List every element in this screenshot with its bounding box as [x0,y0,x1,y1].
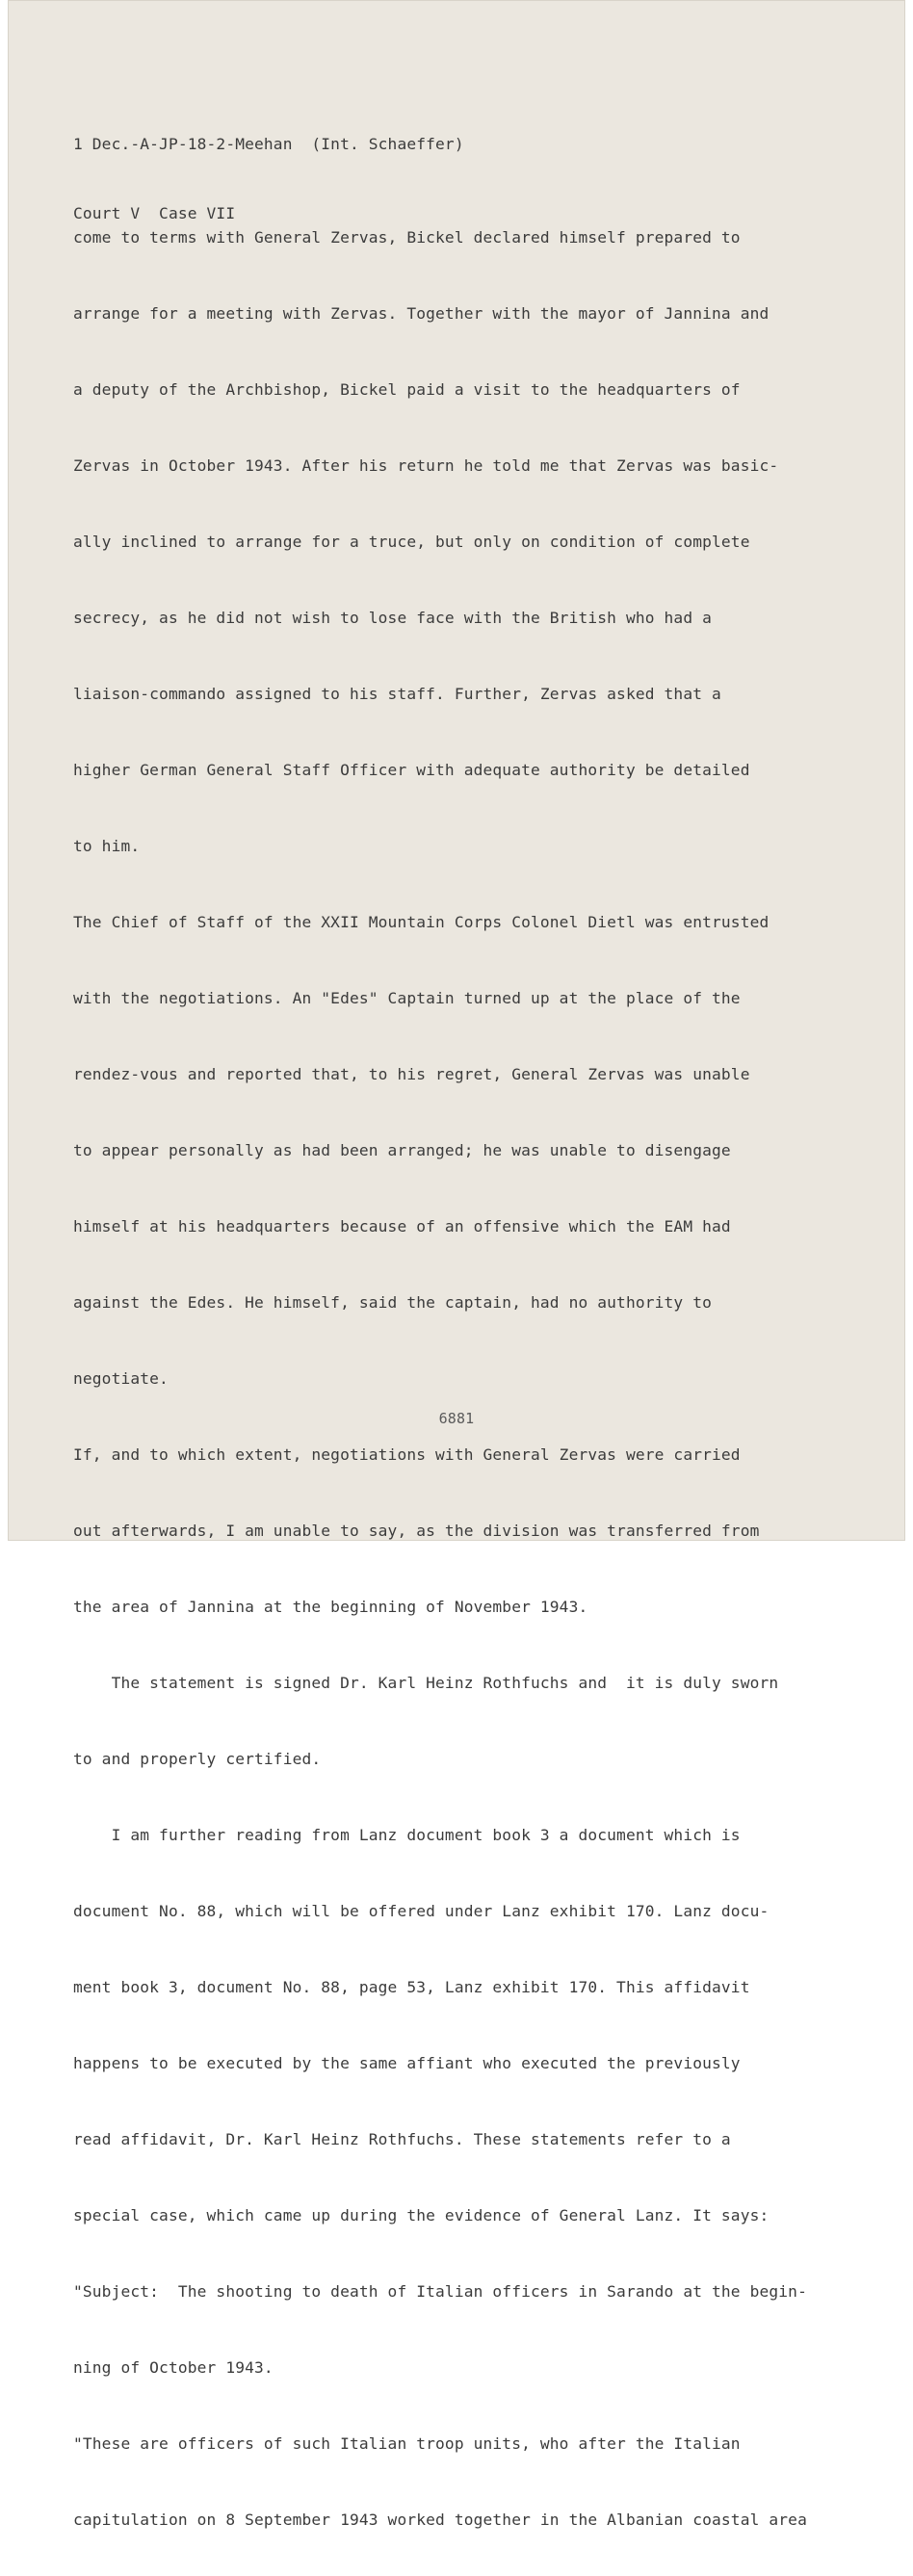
text-line: come to terms with General Zervas, Bickel declared himself prepared to [73,228,741,247]
text-line: higher German General Staff Officer with adequate authority be detailed [73,761,750,779]
text-line: negotiate. [73,1369,169,1388]
document-body [73,181,807,2576]
text-line: ally inclined to arrange for a truce, but only on condition of complete [73,533,750,551]
document-page [8,0,905,2529]
text-line: happens to be executed by the same affiant who executed the previously [73,2054,741,2072]
header-reference: 1 Dec.-A-JP-18-2-Meehan (Int. Schaeffer) [73,135,464,153]
text-line: against the Edes. He himself, said the captain, had no authority to [73,1293,713,1312]
text-line: The Chief of Staff of the XXII Mountain Corps Colonel Dietl was entrusted [73,913,770,931]
text-line: read affidavit, Dr. Karl Heinz Rothfuchs. These statements refer to a [73,2130,731,2148]
text-line: arrange for a meeting with Zervas. Together with the mayor of Jannina and [73,304,770,323]
text-line: secrecy, as he did not wish to lose face with the British who had a [73,609,713,627]
text-line: The statement is signed Dr. Karl Heinz Rothfuchs and it is duly sworn [73,1674,779,1692]
header-court-case: Court V Case VII [73,204,236,222]
text-line: "Subject: The shooting to death of Italian officers in Sarando at the begin- [73,2282,807,2301]
text-line: document No. 88, which will be offered under Lanz exhibit 170. Lanz docu- [73,1902,770,1920]
text-line: ment book 3, document No. 88, page 53, Lanz exhibit 170. This affidavit [73,1978,750,1996]
text-line: out afterwards, I am unable to say, as the division was transferred from [73,1522,760,1540]
text-line: himself at his headquarters because of an offensive which the EAM had [73,1217,731,1236]
text-line: ning of October 1943. [73,2358,274,2377]
text-line: the area of Jannina at the beginning of November 1943. [73,1598,588,1616]
text-line: If, and to which extent, negotiations with General Zervas were carried [73,1445,741,1464]
text-line: special case, which came up during the evidence of General Lanz. It says: [73,2206,770,2225]
text-line: rendez-vous and reported that, to his regret, General Zervas was unable [73,1065,750,1083]
text-line: capitulation on 8 September 1943 worked together in the Albanian coastal area [73,2511,807,2529]
page-number: 6881 [438,1410,475,1427]
text-line: a deputy of the Archbishop, Bickel paid a visit to the headquarters of [73,380,741,399]
text-line: liaison-commando assigned to his staff. Further, Zervas asked that a [73,685,721,703]
text-line: to and properly certified. [73,1750,322,1768]
text-line: to him. [73,837,141,855]
text-line: I am further reading from Lanz document book 3 a document which is [73,1826,741,1844]
text-line: "These are officers of such Italian troop units, who after the Italian [73,2434,741,2453]
text-line: with the negotiations. An "Edes" Captain turned up at the place of the [73,989,741,1007]
text-line: to appear personally as had been arranged; he was unable to disengage [73,1141,731,1159]
text-line: Zervas in October 1943. After his return he told me that Zervas was basic- [73,456,779,475]
